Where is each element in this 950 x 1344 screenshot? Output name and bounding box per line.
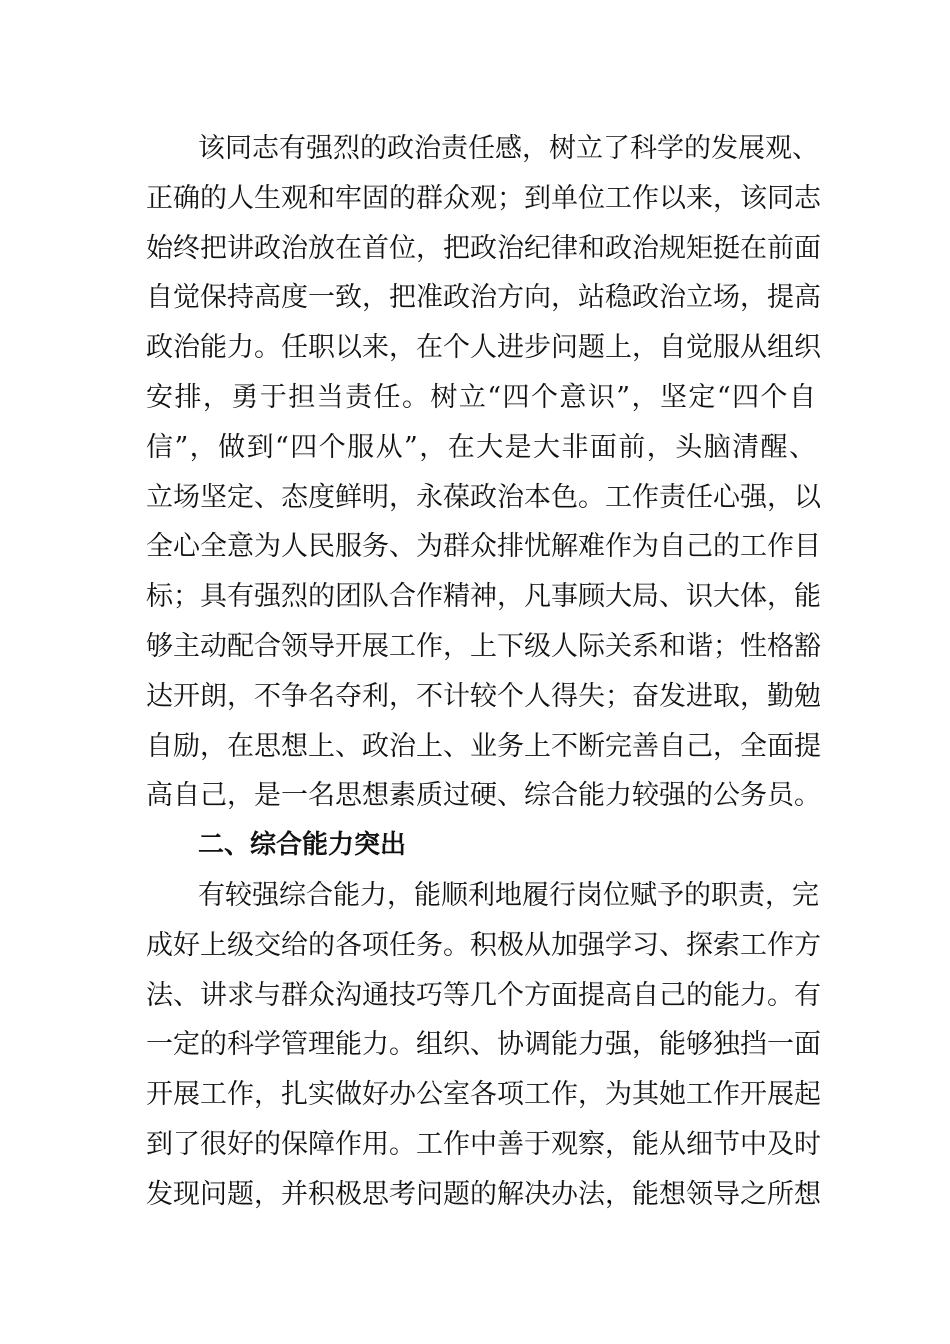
paragraph-line: 到了很好的保障作用。工作中善于观察，能从细节中及时 — [146, 1128, 821, 1160]
paragraph-line: 全心全意为人民服务、为群众排忧解难作为自己的工作目 — [146, 531, 821, 563]
paragraph-line: 高自己，是一名思想素质过硬、综合能力较强的公务员。 — [146, 780, 821, 812]
paragraph-line: 自觉保持高度一致，把准政治方向，站稳政治立场，提高 — [146, 282, 821, 314]
paragraph-political-responsibility — [146, 124, 821, 821]
paragraph-line: 达开朗，不争名夺利，不计较个人得失；奋发进取，勤勉 — [146, 680, 821, 712]
paragraph-line: 始终把讲政治放在首位，把政治纪律和政治规矩挺在前面 — [146, 232, 821, 264]
paragraph-line: 正确的人生观和牢固的群众观；到单位工作以来，该同志 — [146, 182, 821, 214]
paragraph-line: 发现问题，并积极思考问题的解决办法，能想领导之所想 — [146, 1178, 821, 1210]
paragraph-line: 一定的科学管理能力。组织、协调能力强，能够独挡一面 — [146, 1029, 821, 1061]
paragraph-line: 成好上级交给的各项任务。积极从加强学习、探索工作方 — [146, 929, 821, 961]
paragraph-line: 该同志有强烈的政治责任感，树立了科学的发展观、 — [198, 133, 819, 164]
paragraph-line: 开展工作，扎实做好办公室各项工作，为其她工作开展起 — [146, 1079, 821, 1111]
paragraph-comprehensive-ability — [146, 871, 821, 1220]
paragraph-line: 有较强综合能力，能顺利地履行岗位赋予的职责，完 — [198, 879, 819, 911]
paragraph-line: 法、讲求与群众沟通技巧等几个方面提高自己的能力。有 — [146, 979, 821, 1011]
paragraph-line: 安排，勇于担当责任。树立“四个意识”，坚定“四个自 — [146, 381, 816, 413]
paragraph-line: 够主动配合领导开展工作，上下级人际关系和谐；性格豁 — [146, 630, 821, 662]
paragraph-line: 信”，做到“四个服从”，在大是大非面前，头脑清醒、 — [146, 431, 816, 463]
document-body — [146, 124, 821, 1220]
paragraph-line: 政治能力。任职以来，在个人进步问题上，自觉服从组织 — [146, 332, 821, 364]
section-heading: 二、综合能力突出 — [198, 830, 407, 861]
paragraph-line: 立场坚定、态度鲜明，永葆政治本色。工作责任心强，以 — [146, 481, 821, 513]
paragraph-line: 标；具有强烈的团队合作精神，凡事顾大局、识大体，能 — [146, 581, 821, 613]
paragraph-line: 自励，在思想上、政治上、业务上不断完善自己，全面提 — [146, 730, 821, 762]
